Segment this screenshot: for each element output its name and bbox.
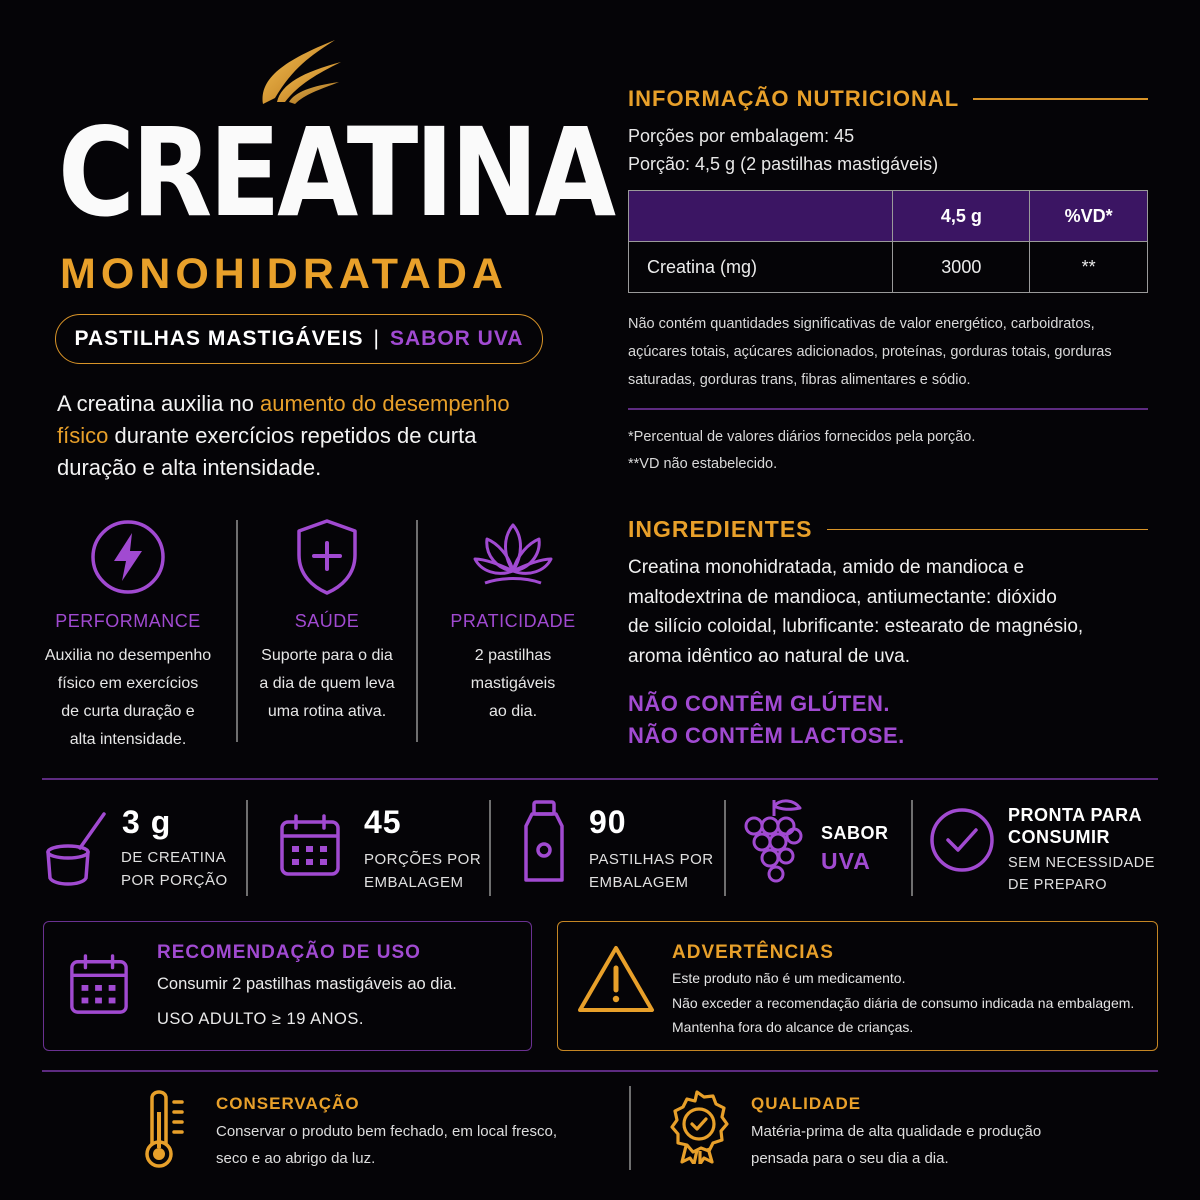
benefit-line: de curta duração e	[61, 703, 195, 720]
caption-line: EMBALAGEM	[589, 874, 689, 891]
ingredient-line: Creatina monohidratada, amido de mandioca e	[628, 557, 1025, 578]
storage-title: CONSERVAÇÃO	[216, 1094, 360, 1113]
stat-divider	[246, 800, 248, 896]
footer-col-divider	[629, 1086, 631, 1170]
tablets-value: 90	[589, 804, 627, 840]
format-label: PASTILHAS MASTIGÁVEIS	[74, 327, 364, 350]
caption-line: SEM NECESSIDADE	[1008, 855, 1155, 871]
table-header-cell: %VD*	[1030, 191, 1148, 242]
stat-divider	[489, 800, 491, 896]
benefit-line: físico em exercícios	[57, 675, 199, 692]
shield-plus-icon	[285, 515, 369, 599]
section-divider	[628, 408, 1148, 410]
benefit-line: alta intensidade.	[69, 731, 187, 748]
intro-text-start: A creatina auxilia no	[57, 391, 261, 416]
quality-line: pensada para o seu dia a dia.	[751, 1150, 949, 1167]
warnings-list	[672, 966, 1156, 1040]
product-subtitle: MONOHIDRATADA	[60, 250, 508, 298]
servings-value: 45	[364, 804, 402, 840]
caption-line: DE CREATINA	[121, 849, 227, 866]
benefit-line: Suporte para o dia	[261, 647, 393, 664]
quality-seal-icon	[664, 1090, 730, 1164]
serving-creatine-caption	[121, 846, 228, 892]
ready-caption	[1008, 852, 1155, 896]
caption-line: DE PREPARO	[1008, 877, 1108, 893]
warning-icon	[577, 944, 655, 1014]
benefit-performance	[38, 515, 218, 754]
stat-divider	[911, 800, 913, 896]
heading-rule	[973, 98, 1148, 100]
lotus-icon	[471, 515, 555, 599]
heading-rule	[827, 529, 1148, 531]
benefit-line: ao dia.	[488, 703, 538, 720]
portion-info	[628, 122, 1148, 178]
label-line: PRONTA PARA	[1008, 805, 1143, 825]
stats-top-divider	[42, 778, 1158, 780]
ingredients-heading	[628, 516, 1148, 543]
storage-line: Conservar o produto bem fechado, em local fresco,	[216, 1123, 558, 1140]
footnote: *Percentual de valores diários fornecidos pela porção.	[628, 429, 976, 445]
table-cell: **	[1030, 242, 1148, 293]
servings-caption	[364, 848, 481, 894]
calendar-icon	[68, 954, 130, 1016]
storage-text	[216, 1118, 616, 1172]
label-line: CONSUMIR	[1008, 827, 1110, 847]
flavor-label: SABOR UVA	[389, 327, 524, 350]
grape-icon	[744, 796, 806, 884]
benefit-description	[423, 642, 603, 726]
nutrition-note	[628, 310, 1168, 394]
intro-highlight: aumento do desempenho físico	[57, 391, 510, 448]
calendar-icon	[278, 814, 342, 878]
note-line: açúcares totais, açúcares adicionados, proteínas, gorduras totais, gorduras	[628, 344, 1112, 360]
gluten-free-claim: NÃO CONTÊM GLÚTEN.	[628, 691, 890, 716]
nutrition-table	[628, 190, 1148, 293]
usage-title: RECOMENDAÇÃO DE USO	[157, 942, 421, 963]
caption-line: PORÇÕES POR	[364, 851, 482, 868]
table-header-cell: 4,5 g	[893, 191, 1030, 242]
lactose-free-claim: NÃO CONTÊM LACTOSE.	[628, 723, 905, 748]
benefit-description	[38, 642, 218, 754]
warnings-title: ADVERTÊNCIAS	[672, 942, 834, 963]
allergen-claims	[628, 688, 1148, 752]
storage-line: seco e ao abrigo da luz.	[216, 1150, 376, 1167]
caption-line: POR PORÇÃO	[121, 872, 228, 889]
ready-to-consume-label	[1008, 804, 1142, 848]
check-circle-icon	[928, 806, 996, 874]
bottle-icon	[522, 800, 566, 884]
portions-per-package: Porções por embalagem: 45	[628, 126, 855, 146]
usage-age: USO ADULTO ≥ 19 ANOS.	[157, 1010, 364, 1028]
intro-paragraph	[57, 388, 557, 484]
benefit-practicality	[423, 515, 603, 726]
flavor-label-title: SABOR	[821, 823, 889, 843]
note-line: Não contém quantidades significativas de valor energético, carboidratos,	[628, 316, 1095, 332]
product-title: CREATINA	[58, 102, 613, 244]
scoop-icon	[44, 808, 110, 888]
lightning-icon	[86, 515, 170, 599]
nutrition-footnotes	[628, 424, 1148, 478]
benefit-title: SAÚDE	[294, 611, 360, 631]
benefit-title: PRATICIDADE	[450, 611, 576, 631]
ingredient-line: de silício coloidal, lubrificante: estearato de magnésio,	[628, 616, 1084, 637]
warning-line: Não exceder a recomendação diária de consumo indicada na embalagem.	[672, 994, 1135, 1011]
table-header-cell	[629, 191, 893, 242]
table-cell: Creatina (mg)	[629, 242, 893, 293]
benefit-line: uma rotina ativa.	[267, 703, 387, 720]
warning-line: Este produto não é um medicamento.	[672, 970, 906, 986]
benefit-description	[237, 642, 417, 726]
ingredient-line: maltodextrina de mandioca, antiumectante: dióxido	[628, 586, 1057, 608]
ingredients-list	[628, 553, 1168, 671]
serving-creatine-value: 3 g	[122, 804, 172, 840]
tablets-caption	[589, 848, 714, 894]
pill-separator: |	[373, 327, 380, 350]
caption-line: PASTILHAS POR	[589, 851, 714, 868]
nutrition-heading	[628, 86, 1148, 112]
ingredient-line: aroma idêntico ao natural de uva.	[628, 645, 911, 667]
note-line: saturadas, gorduras trans, fibras alimentares e sódio.	[628, 372, 971, 388]
benefit-divider	[416, 520, 418, 742]
portion-size: Porção: 4,5 g (2 pastilhas mastigáveis)	[628, 154, 939, 174]
flavor-value: UVA	[821, 848, 871, 874]
warning-line: Mantenha fora do alcance de crianças.	[672, 1019, 914, 1035]
benefit-line: Auxilia no desempenho	[44, 647, 212, 664]
benefit-line: mastigáveis	[470, 675, 556, 692]
intro-text-end: durante exercícios repetidos de curta duração e alta intensidade.	[57, 423, 477, 480]
thermometer-icon	[138, 1088, 188, 1170]
table-cell: 3000	[893, 242, 1030, 293]
table-row	[629, 242, 1148, 293]
stat-divider	[724, 800, 726, 896]
quality-line: Matéria-prima de alta qualidade e produção	[751, 1123, 1042, 1140]
table-header-row	[629, 191, 1148, 242]
benefit-title: PERFORMANCE	[55, 611, 201, 631]
benefit-line: a dia de quem leva	[259, 675, 395, 692]
footer-divider	[42, 1070, 1158, 1072]
format-flavor-badge	[55, 314, 543, 364]
footnote: **VD não estabelecido.	[628, 456, 778, 472]
quality-title: QUALIDADE	[751, 1094, 862, 1113]
ingredients-title: INGREDIENTES	[628, 516, 813, 542]
benefit-health	[237, 515, 417, 726]
flame-logo-icon	[255, 38, 345, 108]
benefit-line: 2 pastilhas	[474, 647, 552, 664]
nutrition-title: INFORMAÇÃO NUTRICIONAL	[628, 86, 960, 111]
quality-text	[751, 1118, 1151, 1172]
caption-line: EMBALAGEM	[364, 874, 464, 891]
usage-text: Consumir 2 pastilhas mastigáveis ao dia.	[157, 975, 457, 993]
